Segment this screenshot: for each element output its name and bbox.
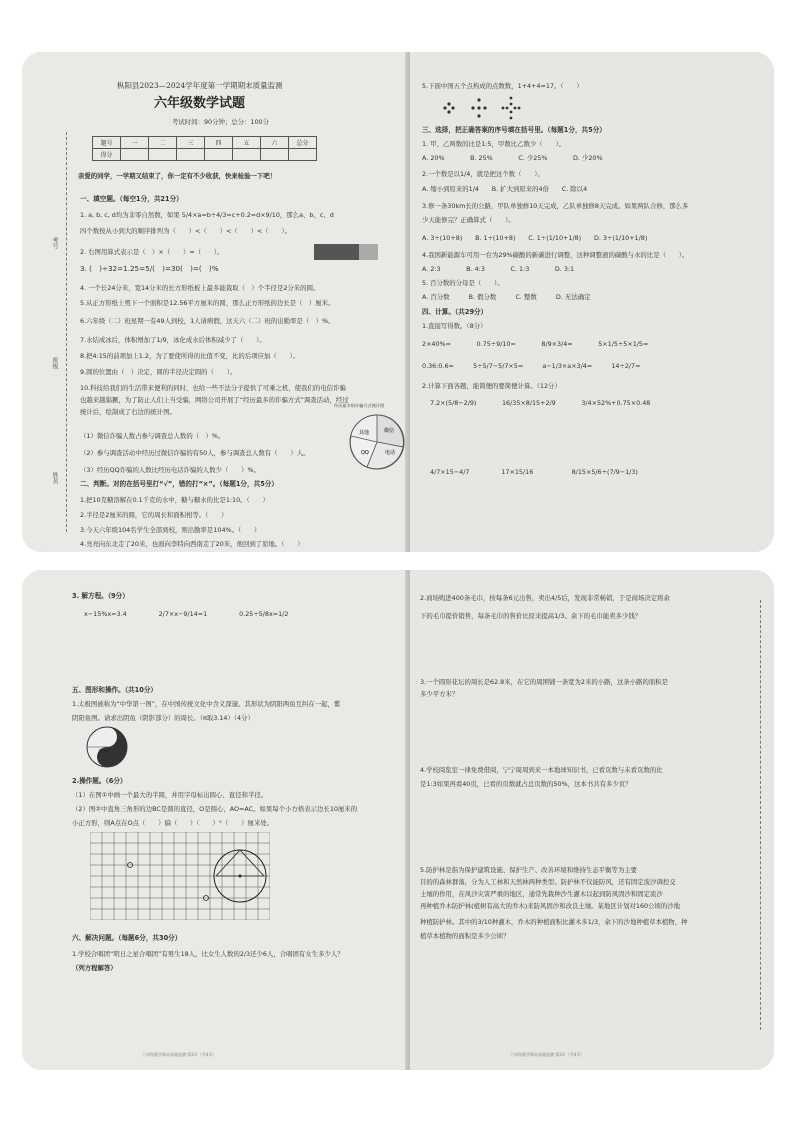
question-line: 2.操作题。（6分） [72, 777, 127, 785]
taiji-figure [82, 725, 132, 769]
question-line: 1. a, b, c, d均为非零自然数，如果 5/4×a=b÷4/3=c+0.2=d×9/10，那么a、b、c、d [80, 211, 334, 219]
question-line: 3. 解方程。（9分） [72, 592, 129, 600]
left-page-1 [22, 52, 407, 552]
question-line: 5.从正方形纸上剪下一个面积是12.56平方厘米的圆，那么正方形纸的边长是（ ）厘米。 [80, 299, 335, 307]
question-line: 2.商场购进400条毛巾，按每条6元出售，卖出4/5后，发现非常畅销，于是商场决定将余 [420, 594, 670, 602]
greeting: 亲爱的同学，一学期又结束了，你一定有不少收获，快来检验一下吧！ [78, 172, 277, 180]
question-line: （2）图②中直角三角形的边BC是圆的直径，O是圆心，AO=AC。如果每个小方格表示边长10厘米的 [72, 805, 358, 813]
score-row-label: 得分 [93, 149, 121, 161]
page-footer: 六年级数学期末质量监测 第2页（共4页） [142, 1052, 217, 1057]
pie-label: QQ [361, 450, 369, 456]
exam-title: 六年级数学试题 [154, 96, 246, 111]
right-page-1 [410, 52, 774, 552]
score-header: 五 [233, 137, 261, 149]
question-line: 7.2×(5/8−2/9) 16/35×8/15+2/9 3/4×52%+0.75×0.48 [430, 399, 651, 407]
question-line: 土壤的作用，在风沙灾害严重的地区，通常先栽种沙生灌木以起到防风固沙和固定流沙 [420, 890, 663, 898]
pie-label: 微信 [384, 428, 395, 434]
side-label-kaohao: 考号 [51, 237, 58, 249]
question-line: 少天能修完？正确算式（ ）。 [422, 216, 515, 224]
question-line: A. 20% B. 25% C. 少25% D. 少20% [422, 154, 603, 162]
score-header: 题号 [93, 137, 121, 149]
question-line: （列方程解答） [72, 964, 117, 972]
question-line: 3.今天六年级104名学生全部到校，则出勤率是104%。（ ） [80, 526, 261, 534]
question-line: 4. 一个长24分米，宽14分米的长方形纸板上最多能裁取（ ）个半径是2分米的圆。 [80, 284, 320, 292]
score-header: 二 [149, 137, 177, 149]
dot-figure [435, 96, 525, 120]
question-line: 2.一个数是以1/4，就是把这个数（ ）。 [422, 170, 544, 178]
question-line: 6.六年级（二）班星期一有49人到校，1人请病假，这天六（二）班的出勤率是（ ）%。 [80, 317, 335, 325]
binding-line [66, 132, 67, 532]
question-line: 2.计算下面各题，能简便的要简便计算。（12分） [422, 382, 561, 390]
score-header: 一 [121, 137, 149, 149]
photo-exam-pages-1 [22, 52, 774, 552]
side-label-banji: 班级 [51, 357, 58, 369]
question-line: 再种植乔木防护林(植树有高大的乔木)来防风固沙和改良土壤。某地区计划对160公顷的沙地 [420, 902, 681, 910]
score-header: 四 [205, 137, 233, 149]
question-line: 六、解决问题。（每题6分，共30分） [72, 934, 182, 942]
score-header: 总分 [289, 137, 317, 149]
question-line: 0.36:0.6= 5÷5/7−5/7×5= a−1/3×a×3/4= 14÷2/7= [422, 362, 641, 370]
question-line: 3.修一条30km长的公路，甲队单独修10天完成，乙队单独修8天完成。如果两队合修，那么多 [422, 202, 689, 210]
question-line: 10.科技给我们的生活带来便利的同时，也给一些不法分子提供了可乘之机，使我们的电信诈骗 [80, 384, 346, 392]
question-line: 四个数按从小到大的顺序排列为（ ）<（ ）<（ ）<（ ）。 [80, 227, 291, 235]
pie-caption: 经历最多的诈骗方式统计图 [334, 403, 385, 408]
question-line: 2.半径是2厘米的圆，它的周长和面积相等。（ ） [80, 511, 228, 519]
exam-info: 考试时间：90分钟；总分：100分 [172, 118, 270, 126]
question-line: 小正方形，则A点在O点（ ）偏（ ）（ ）°（ ）厘米处。 [72, 819, 274, 827]
school-line: 枞阳县2023—2024学年度第一学期期末质量监测 [117, 81, 283, 90]
question-line: 目的的森林群落，分为人工林和天然林两种类型。防护林不仅能防风，还有固定流沙调控交 [420, 878, 676, 886]
question-line: （3）经历QQ诈骗的人数比经历电话诈骗的人数少（ ）%。 [80, 466, 260, 474]
question-line: 种植防护林。其中的3/10种灌木，乔木的种植面积比灌木多1/3，余下的沙地种植草本植物，种 [420, 918, 688, 926]
pie-label: 其他 [359, 430, 370, 436]
question-line: 8.把4:15的前项加上1.2，为了要使所得的比值不变，比的后项应加（ ）。 [80, 352, 300, 360]
question-line: 也越来越猖獗，为了防止人们上当受骗，网络公司开展了“经历最多的诈骗方式”调查活动，经过 [80, 396, 349, 404]
question-line: x−15%x=3.4 2/7×x−9/14=1 0.25÷5/8x=1/2 [84, 610, 289, 618]
grid-figure [90, 832, 270, 920]
question-line: 统计后，绘制成了右边的统计图。 [80, 408, 176, 416]
question-line: 多少平方米？ [420, 690, 459, 698]
question-line: 4.学校阅览室一律免费借阅，宁宁周周到来一本地球知识书，已看页数与未看页数的比 [420, 766, 663, 774]
shaded-bar-figure [314, 244, 378, 260]
question-line: 9.圆的位置由（ ）决定，圆的半径决定圆的（ ）。 [80, 368, 237, 376]
question-line: 5. 百分数的分母是（ ）。 [422, 279, 504, 287]
question-line: A. 2:3 B. 4:3 C. 1:3 D. 3:1 [422, 265, 575, 273]
question-line: 3.一个圆形花坛的周长是62.8米，在它的周围铺一条宽为2米的小路，这条小路的面积是 [420, 678, 669, 686]
question-line: 1.太极图被称为“中华第一图”，在中国传统文化中含义深邃。其形状为阴阳两鱼互纠在一起，紫 [72, 700, 341, 708]
score-header: 六 [261, 137, 289, 149]
question-line: 4.我国新能源车可用一台为29%碳酸的新碳进行调整，这种调整液的碳酸与水的比是（ ）。 [422, 251, 689, 259]
question-line: 4.亮亮向东北走了20米，也面向李特向西南走了20米，他回到了原地。（ ） [80, 540, 304, 548]
question-line: 7.水结成冰后，体积增加了1/9，冰化成水后体积减少了（ ）。 [80, 336, 266, 344]
question-line: 五、图形和操作。（共10分） [72, 686, 158, 694]
question-line: （2）参与调查活动中经历过微信诈骗的有50人，参与调查总人数有（ ）人。 [80, 449, 310, 457]
page-footer: 六年级数学期末质量监测 第3页（共4页） [510, 1052, 585, 1057]
question-line: 2. 右图用算式表示是（ ）×（ ）=（ ）。 [80, 248, 224, 256]
pie-label: 电话 [385, 450, 396, 456]
question-line: 1.直接写得数。（8分） [422, 322, 487, 330]
question-line: 4/7×15−4/7 17×15/16 8/15×5/6÷(7/9−1/3) [430, 468, 638, 476]
question-line: 是1:3如果再看40页，已看的页数就占总页数的50%，这本书共有多少页？ [420, 780, 632, 788]
question-line: 1.把10克糖溶解在0.1千克的水中，糖与糖水的比是1:10。（ ） [80, 496, 269, 504]
question-line: 四、计算。（共29分） [422, 308, 488, 316]
question-line: A. 3÷(10+8) B. 1÷(10+8) C. 1÷(1/10+1/8) D. 3÷(1/10+1/8) [422, 234, 648, 242]
question-line: （1）微信诈骗人数占参与调查总人数的（ ）%。 [80, 432, 225, 440]
question-line: 1.学校合唱团“明日之星合唱团”有男生18人，比女生人数的2/3还少6人，合唱团有女生多少人？ [72, 950, 344, 958]
question-line: A. 缩小到原来的1/4 B. 扩大到原来的4倍 C. 除以4 [422, 185, 588, 193]
question-line: 三、选择，把正确答案的序号填在括号里。（每题1分，共5分） [422, 126, 606, 134]
question-line: A. 百分数 B. 假分数 C. 整数 D. 无法确定 [422, 293, 591, 301]
question-line: 2×40%= 0.75÷9/10= 8/9×3/4= 5×1/5÷5×1/5= [422, 340, 649, 348]
fraud-pie-chart [347, 412, 407, 472]
question-line: （1）在图①中画一个最大的半圆，并用字母标出圆心、直径和半径。 [72, 791, 268, 799]
question-line: 下的毛巾提价销售，每条毛巾的售价比原来提高1/3。余下的毛巾能卖多少钱？ [420, 612, 642, 620]
question-line: 一、填空题。（每空1分，共21分） [80, 195, 183, 203]
photo-exam-pages-2 [22, 570, 774, 1070]
score-header: 三 [177, 137, 205, 149]
question-line: 阴阳鱼图。请求出阴鱼（阴影部分）的周长。（π取3.14）（4分） [72, 714, 254, 722]
right-page-2 [410, 570, 774, 1070]
question-line: 5.防护林是指为保护建筑设施、保护生产、改善环境和维持生态平衡等为主要 [420, 866, 637, 874]
question-line: 1. 甲、乙两数的比是1:5，甲数比乙数少（ ）。 [422, 140, 566, 148]
circle-label: 2cm [98, 749, 109, 755]
question-line: 3. ( )÷32=1.25=5/( )=30( )=( )% [80, 264, 219, 273]
score-table [92, 136, 317, 161]
question-line: 植草本植物的面积是多少公顷？ [420, 932, 510, 940]
binding-line [760, 600, 761, 1030]
question-line: 二、判断。对的在括号里打“√”，错的打“×”。（每题1分，共5分） [80, 480, 278, 488]
question-line: 5.下面中国五个点构成的点数数，1+4+4=17。（ ） [422, 82, 583, 90]
left-page-2 [22, 570, 407, 1070]
side-label-xingming: 姓名 [51, 472, 58, 484]
